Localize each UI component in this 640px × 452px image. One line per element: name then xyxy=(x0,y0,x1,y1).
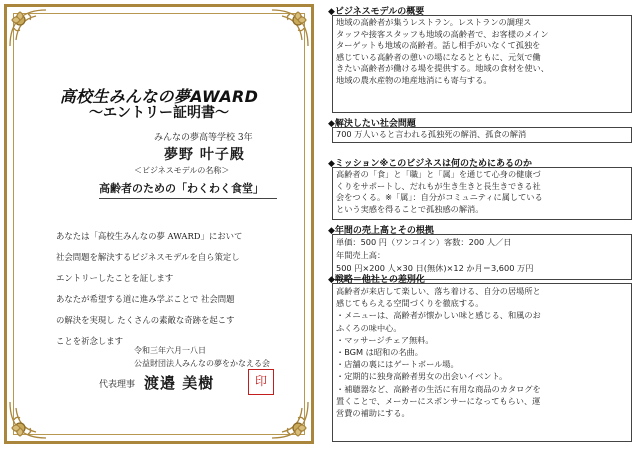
strategy-line: ・BGM は昭和の名曲。 xyxy=(336,347,423,358)
strategy-heading: ◆戦略＝他社との差別化 xyxy=(328,275,425,285)
representative-name: 渡邉 美樹 xyxy=(144,374,215,392)
overview-line: 感じている高齢者の憩いの場になるとともに、元気で働 xyxy=(336,51,541,62)
revenue-line: 単価：500 円（ワンコイン）客数：200 人／日 xyxy=(336,237,512,247)
strategy-line: 営費の補助にする。 xyxy=(336,408,410,419)
strategy-line: 高齢者が来店して楽しい、落ち着ける、自分の居場所と xyxy=(336,286,541,296)
revenue-heading: ◆年間の売上高とその根拠 xyxy=(328,226,434,236)
mission-line: という実感を得ることで孤独感の解消。 xyxy=(336,203,484,214)
floral-ornament-icon xyxy=(268,6,312,50)
award-title: 高校生みんなの夢AWARD xyxy=(59,87,259,106)
recipient-name: 夢野 叶子殿 xyxy=(164,147,245,163)
school-name: みんなの夢高等学校 3年 xyxy=(154,133,253,143)
mission-line: 会をつくる。※「属」：自分がコミュニティに属している xyxy=(336,192,543,203)
floral-ornament-icon xyxy=(6,398,50,442)
overview-line: タッフや接客スタッフも地域の高齢者で、お客様のメイン xyxy=(336,28,549,39)
mission-line: 高齢者の「食」と「職」と「属」を通じて心身の健康づ xyxy=(336,169,541,179)
certificate-body-line: エントリーしたことを証します xyxy=(56,273,174,283)
representative-title: 代表理事 xyxy=(99,380,136,390)
business-model-name: 高齢者のための「わくわく食堂」 xyxy=(99,182,264,195)
problem-line: 700 万人いると言われる孤独死の解消、孤食の解消 xyxy=(336,129,527,139)
seal-stamp: 印 xyxy=(248,369,274,395)
certificate-body-line: ことを祈念します xyxy=(56,336,123,346)
strategy-line: ふくろの味中心。 xyxy=(336,322,402,333)
business-model-label: ＜ビジネスモデルの名称＞ xyxy=(134,166,230,175)
overview-line: 地域の農水産物の地産地消にも寄与する。 xyxy=(336,74,492,85)
certificate-body-line: あなたは「高校生みんなの夢 AWARD」において xyxy=(56,231,243,241)
certificate-body-line: あなたが希望する道に進み学ぶことで 社会問題 xyxy=(56,294,235,304)
certificate-subtitle: 〜エントリー証明書〜 xyxy=(89,105,229,121)
problem-heading: ◆解決したい社会問題 xyxy=(328,119,416,129)
mission-line: くりをサポートし、だれもが生き生きと長生きできる社 xyxy=(336,180,541,191)
issue-date: 令和三年六月一八日 xyxy=(134,346,206,355)
certificate-body-line: の解決を実現し たくさんの素敵な奇跡を起こす xyxy=(56,315,235,325)
certificate-body-line: 社会問題を解決するビジネスモデルを自ら策定し xyxy=(56,252,240,262)
problem-box xyxy=(332,127,632,143)
revenue-line: 500 円×200 人×30 日(無休)×12 か月＝3,600 万円 xyxy=(336,263,534,273)
strategy-line: ・補聴器など、高齢者の生活に有用な商品のカタログを xyxy=(336,383,541,394)
floral-ornament-icon xyxy=(268,398,312,442)
overview-line: ターゲットも地域の高齢者。話し相手がいなくて孤独を xyxy=(336,40,541,51)
mission-heading: ◆ミッション※このビジネスは何のためにあるのか xyxy=(328,159,533,169)
model-name-underline xyxy=(99,198,277,199)
revenue-line: 年間売上高： xyxy=(336,250,386,260)
strategy-box xyxy=(332,283,632,442)
overview-heading: ◆ビジネスモデルの概要 xyxy=(328,7,425,17)
overview-line: 地域の高齢者が集うレストラン。レストランの調理ス xyxy=(336,17,532,27)
overview-line: きたい高齢者が働ける場を提供する。地域の食材を使い、 xyxy=(336,63,549,74)
strategy-line: ・マッサージチェア無料。 xyxy=(336,334,434,345)
overview-box xyxy=(332,15,632,113)
strategy-line: 感じてもらえる空間づくりを徹底する。 xyxy=(336,298,484,309)
entry-certificate xyxy=(4,4,320,448)
strategy-line: 置くことで、メーカーにスポンサーになってもらい、運 xyxy=(336,395,541,406)
strategy-line: ・定期的に独身高齢者男女の出会いイベント。 xyxy=(336,371,508,382)
strategy-line: ・メニューは、高齢者が懐かしい味と感じる、和風のお xyxy=(336,310,541,321)
certificate-body xyxy=(56,229,296,355)
strategy-line: ・店舗の裏にはゲートボール場。 xyxy=(336,359,459,370)
floral-ornament-icon xyxy=(6,6,50,50)
issuing-organization: 公益財団法人みんなの夢をかなえる会 xyxy=(134,359,270,368)
mission-box xyxy=(332,167,632,220)
